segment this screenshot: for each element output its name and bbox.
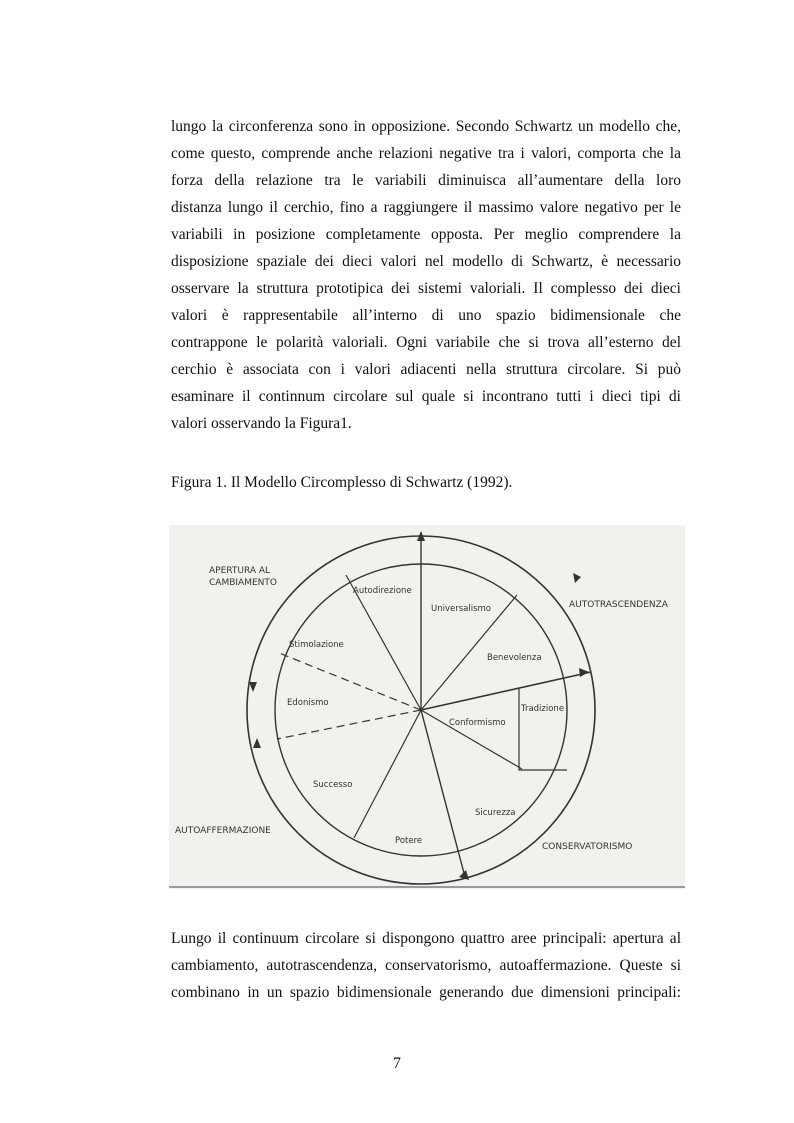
divider-edonismo-dashed	[277, 710, 421, 739]
arrowhead-upper-right-icon	[573, 573, 581, 583]
page-number: 7	[393, 1055, 401, 1072]
text-line: valori osservando la Figura1.	[171, 415, 352, 432]
label-conservatorismo: CONSERVATORISMO	[542, 842, 633, 852]
text-line: cambiamento, autotrascendenza, conservatorismo, autoaffermazione. Queste si	[171, 957, 681, 974]
label-sicurezza: Sicurezza	[475, 808, 516, 818]
label-universalismo: Universalismo	[431, 604, 491, 614]
text-line: esaminare il continnum circolare sul quale si incontrano tutti i dieci tipi di	[171, 388, 681, 405]
label-stimolazione: Stimolazione	[289, 640, 344, 650]
label-apertura-line2: CAMBIAMENTO	[209, 578, 277, 588]
label-tradizione: Tradizione	[521, 704, 565, 714]
label-autodirezione: Autodirezione	[353, 586, 412, 596]
schwartz-circumplex-figure	[169, 525, 685, 889]
text-line: distanza lungo il cerchio, fino a raggiungere il massimo valore negativo per le	[171, 199, 681, 216]
body-paragraph-1	[171, 113, 681, 437]
text-line: disposizione spaziale dei dieci valori nel modello di Schwartz, è necessario	[171, 253, 681, 270]
divider-successo	[354, 710, 421, 838]
text-line: Lungo il continuum circolare si dispongono quattro aree principali: apertura al	[171, 930, 681, 947]
text-line: forza della relazione tra le variabili diminuisca all’aumentare della loro	[171, 172, 681, 189]
label-successo: Successo	[313, 780, 353, 790]
figure-caption: Figura 1. Il Modello Circomplesso di Schwartz (1992).	[171, 474, 513, 491]
circumplex-diagram	[169, 525, 685, 889]
label-apertura-line1: APERTURA AL	[209, 566, 271, 576]
text-line: contrappone le polarità valoriali. Ogni variabile che si trova all’esterno del	[171, 334, 681, 351]
label-autoaffermazione: AUTOAFFERMAZIONE	[175, 826, 271, 836]
text-line: variabili in posizione completamente opposta. Per meglio comprendere la	[171, 226, 681, 243]
text-line: cerchio è associata con i valori adiacenti nella struttura circolare. Si può	[171, 361, 681, 378]
body-paragraph-2	[171, 925, 681, 1006]
axis-to-conservatorismo	[421, 710, 465, 877]
text-line: combinano in un spazio bidimensionale generando due dimensioni principali:	[171, 984, 681, 1001]
tradizione-box	[519, 688, 567, 770]
text-line: lungo la circonferenza sono in opposizione. Secondo Schwartz un modello che,	[171, 118, 681, 135]
arrowhead-left-lower-icon	[253, 738, 261, 748]
text-line: come questo, comprende anche relazioni negative tra i valori, comporta che la	[171, 145, 681, 162]
text-line: valori è rappresentabile all’interno di uno spazio bidimensionale che	[171, 307, 681, 324]
label-benevolenza: Benevolenza	[487, 653, 542, 663]
label-autotrascendenza: AUTOTRASCENDENZA	[569, 600, 668, 610]
arrowhead-right-icon	[579, 668, 589, 677]
arrowhead-left-icon	[249, 682, 257, 692]
text-line: osservare la struttura prototipica dei sistemi valoriali. Il complesso dei dieci	[171, 280, 681, 297]
label-potere: Potere	[395, 836, 423, 846]
label-edonismo: Edonismo	[287, 698, 329, 708]
label-conformismo: Conformismo	[449, 718, 506, 728]
